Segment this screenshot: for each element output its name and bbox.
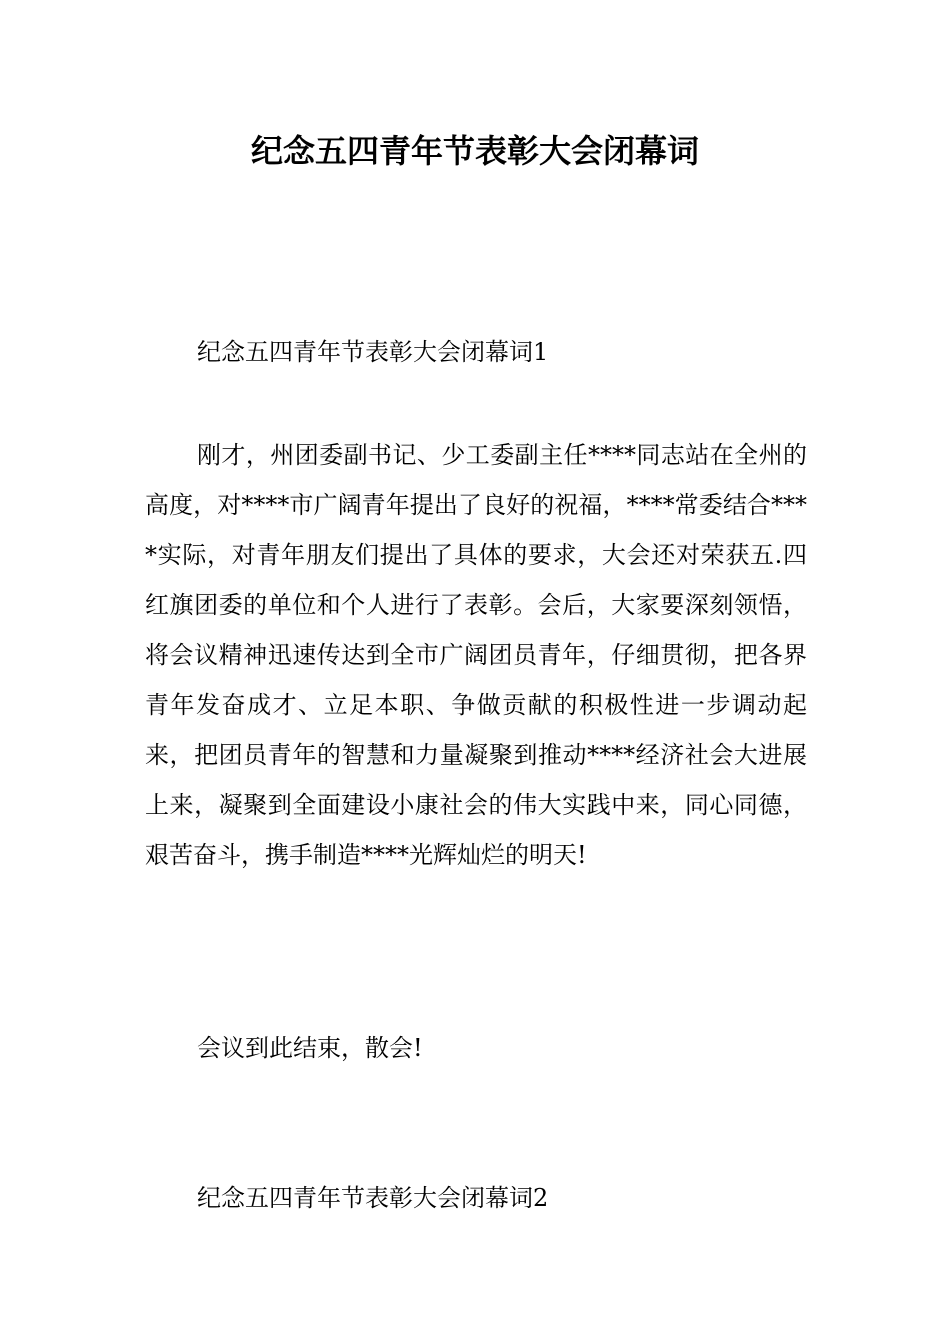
body-paragraph: 刚才，州团委副书记、少工委副主任****同志站在全州的高度，对****市广阔青年提出了良好的祝福，****常委结合****实际，对青年朋友们提出了具体的要求，大会还对荣获五.四红旗团委的单位和个人进行了表彰。会后，大家要深刻领悟，将会议精神迅速传达到全市广阔团员青年，仔细贯彻，把各界青年发奋成才、立足本职、争做贡献的积极性进一步调动起来，把团员青年的智慧和力量凝聚到推动****经济社会大进展上来，凝聚到全面建设小康社会的伟大实践中来，同心同德，艰苦奋斗，携手制造****光辉灿烂的明天! [145, 441, 807, 869]
closing-line: 会议到此结束，散会! [197, 1034, 423, 1062]
section-heading-2: 纪念五四青年节表彰大会闭幕词2 [197, 1184, 549, 1212]
document-title: 纪念五四青年节表彰大会闭幕词 [250, 132, 699, 170]
section-heading-1: 纪念五四青年节表彰大会闭幕词1 [197, 338, 549, 366]
